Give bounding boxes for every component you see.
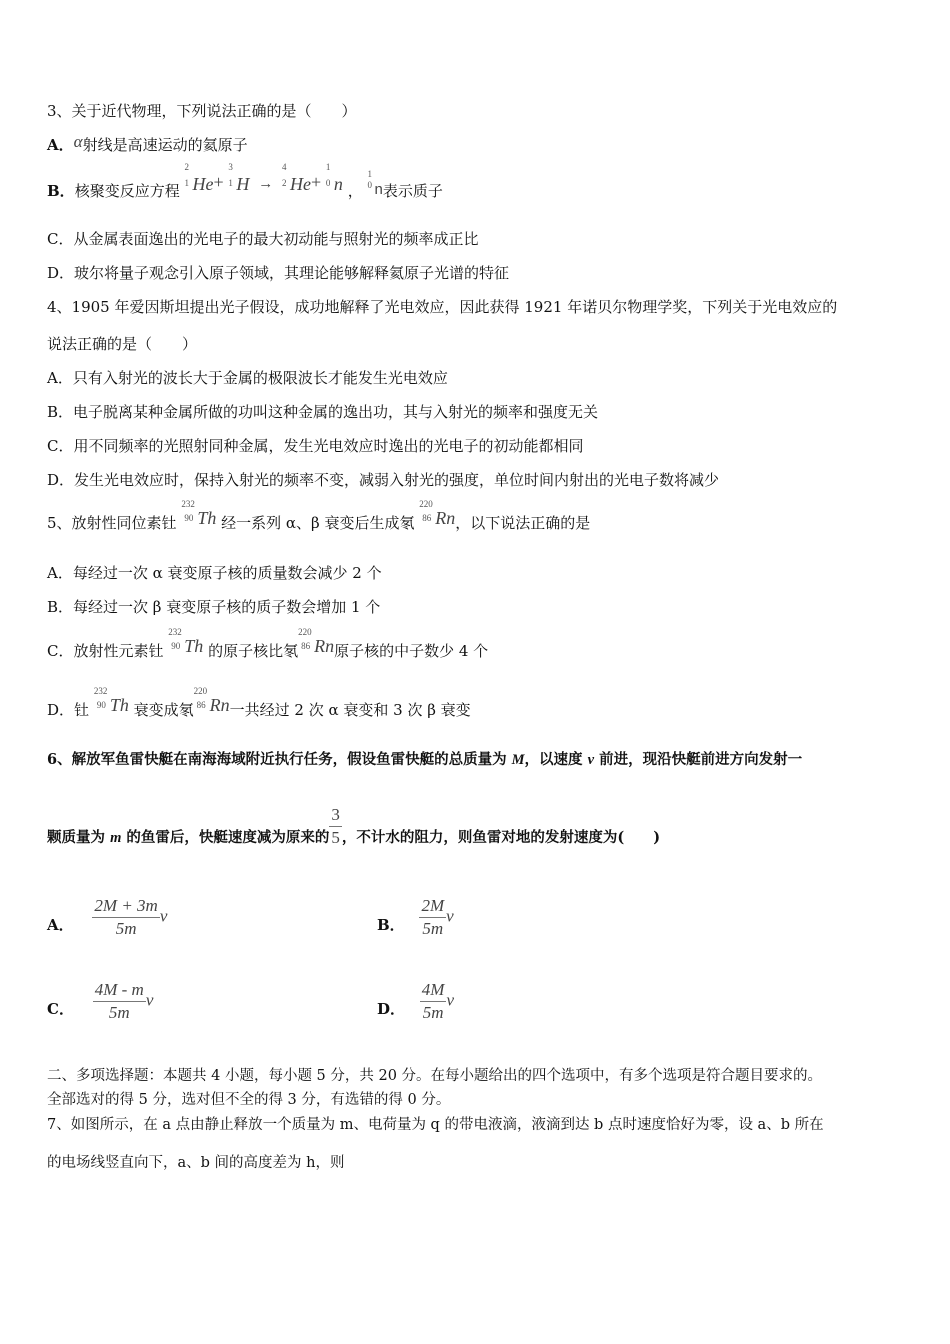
q6-var-M: M — [511, 752, 525, 768]
fraction-denominator: 5m — [422, 919, 444, 938]
option-label: A． — [47, 915, 74, 934]
alpha-symbol: α — [73, 132, 83, 151]
fraction-denominator: 5 — [331, 827, 340, 847]
section2-heading-line2: 全部选对的得 5 分，选对但不全的得 3 分，有选错的得 0 分。 — [47, 1092, 451, 1108]
q5-stem — [47, 498, 591, 540]
charge-number: 2 — [281, 177, 287, 188]
q7-stem-line2: 的电场线竖直向下，a、b 间的高度差为 h，则 — [47, 1155, 345, 1171]
q5-stem-suffix: ，以下说法正确的是 — [455, 514, 591, 532]
q3-option-a — [47, 132, 248, 155]
nuclide-rn220 — [419, 498, 456, 534]
q6-option-a — [47, 895, 167, 940]
nuclide-n-standalone — [367, 168, 383, 207]
q5-option-c — [47, 626, 489, 668]
mass-number: 232 — [181, 498, 195, 509]
mass-number: 220 — [298, 626, 312, 637]
fraction-numerator: 4M - m — [93, 979, 146, 1002]
q3-a-label: A． — [47, 136, 74, 154]
mass-number: 2 — [184, 161, 189, 172]
q5-option-b: B．每经过一次 β 衰变原子核的质子数会增加 1 个 — [47, 598, 381, 616]
q5-d-suffix: 一共经过 2 次 α 衰变和 3 次 β 衰变 — [229, 701, 471, 719]
charge-number: 0 — [325, 177, 331, 188]
q3-b-suffix: 表示质子 — [382, 182, 443, 200]
q4-option-b: B．电子脱离某种金属所做的功叫这种金属的逸出功，其与入射光的频率和强度无关 — [47, 403, 599, 421]
element-symbol: He — [289, 173, 311, 194]
q6-text: ，不计水的阻力，则鱼雷对地的发射速度为( ) — [341, 829, 661, 846]
q6-stem-line1 — [47, 750, 802, 770]
fraction-numerator: 4M — [420, 979, 447, 1002]
fusion-equation — [184, 161, 343, 202]
element-symbol: Rn — [435, 507, 456, 528]
nuclide-th232 — [168, 626, 204, 662]
section2-heading-line1: 二、多项选择题：本题共 4 小题，每小题 5 分，共 20 分。在每小题给出的四个选项中，有多个选项是符合题目要求的。 — [47, 1068, 823, 1084]
element-symbol: n — [333, 173, 343, 194]
q5-stem-mid: 经一系列 α、β 衰变后生成氡 — [221, 514, 415, 532]
q4-option-d: D．发生光电效应时，保持入射光的频率不变，减弱入射光的强度，单位时间内射出的光电子数将减少 — [47, 471, 720, 489]
option-fraction — [420, 979, 447, 1024]
element-symbol: Rn — [314, 635, 335, 656]
mass-number: 3 — [228, 161, 233, 172]
charge-number: 1 — [228, 177, 233, 188]
element-symbol: Rn — [209, 694, 230, 715]
q3-option-b — [47, 161, 443, 210]
charge-number: 86 — [301, 640, 311, 651]
q6-text: ，以速度 — [524, 751, 588, 768]
arrow-symbol: → — [258, 176, 274, 192]
q6-option-c — [47, 979, 153, 1024]
element-symbol: H — [236, 173, 250, 194]
q3-b-prefix: 核聚变反应方程 — [74, 182, 180, 200]
velocity-symbol: v — [159, 906, 168, 926]
q4-stem-line2: 说法正确的是（ ） — [47, 335, 198, 353]
q6-option-d — [377, 979, 454, 1024]
q3-b-label: B． — [47, 182, 75, 200]
q3-stem: 3、关于近代物理，下列说法正确的是（ ） — [47, 102, 357, 120]
q5-c-prefix: C．放射性元素钍 — [47, 642, 164, 660]
element-symbol: Th — [197, 507, 217, 528]
q5-d-prefix: D．钍 — [47, 701, 90, 719]
q5-d-mid: 衰变成氡 — [133, 701, 194, 719]
mass-number: 232 — [168, 626, 182, 637]
q7-stem-line1: 7、如图所示，在 a 点由静止释放一个质量为 m、电荷量为 q 的带电液滴，液滴到达 b 点时速度恰好为零，设 a、b 所在 — [47, 1117, 824, 1133]
element-symbol: Th — [184, 635, 204, 656]
nuclide-th232 — [181, 498, 217, 534]
q5-option-d — [47, 685, 471, 727]
option-label: C． — [47, 999, 74, 1018]
q6-text: 的鱼雷后，快艇速度减为原来的 — [121, 829, 330, 846]
charge-number: 90 — [96, 699, 106, 710]
mass-number: 4 — [281, 161, 287, 172]
element-symbol: Th — [109, 694, 129, 715]
option-fraction — [92, 895, 159, 940]
charge-number: 90 — [171, 640, 181, 651]
nuclide-h3 — [228, 161, 250, 202]
fraction-three-fifths — [329, 804, 342, 849]
q6-text: 前进，现沿快艇前进方向发射一 — [594, 751, 803, 768]
nuclide-he2 — [184, 161, 214, 202]
fraction-denominator: 5m — [115, 919, 137, 938]
q6-stem-line2 — [47, 804, 661, 868]
q5-option-a: A．每经过一次 α 衰变原子核的质量数会减少 2 个 — [47, 564, 382, 582]
plus-sign: + — [213, 172, 224, 192]
mass-number: 220 — [419, 498, 433, 509]
nuclide-rn220 — [193, 685, 230, 721]
q3-option-d: D．玻尔将量子观念引入原子领域，其理论能够解释氦原子光谱的特征 — [47, 264, 510, 282]
q5-c-suffix: 原子核的中子数少 4 个 — [334, 642, 489, 660]
option-label: B． — [377, 915, 405, 934]
plus-sign: + — [310, 172, 322, 192]
charge-number: 86 — [196, 699, 206, 710]
q4-stem-line1: 4、1905 年爱因斯坦提出光子假设，成功地解释了光电效应，因此获得 1921 年诺贝尔物理学奖，下列关于光电效应的 — [47, 298, 838, 316]
fraction-numerator: 3 — [329, 804, 342, 827]
q5-stem-prefix: 5、放射性同位素钍 — [47, 514, 177, 532]
q3-option-c: C．从金属表面逸出的光电子的最大初动能与照射光的频率成正比 — [47, 230, 479, 248]
nuclide-th232 — [93, 685, 129, 721]
velocity-symbol: v — [446, 990, 455, 1010]
option-fraction — [419, 895, 446, 940]
fraction-numerator: 2M — [419, 895, 446, 918]
element-symbol: He — [192, 173, 214, 194]
mass-number: 1 — [325, 161, 331, 172]
charge-number: 1 — [184, 177, 189, 188]
fraction-numerator: 2M + 3m — [92, 895, 159, 918]
option-fraction — [93, 979, 146, 1024]
q3-b-comma: ， — [347, 182, 363, 200]
charge-number: 0 — [367, 179, 372, 190]
nuclide-n — [325, 161, 343, 202]
q3-a-text: 射线是高速运动的氦原子 — [82, 136, 248, 154]
option-label: D． — [377, 999, 406, 1018]
q4-option-c: C．用不同频率的光照射同种金属，发生光电效应时逸出的光电子的初动能都相同 — [47, 437, 584, 455]
element-symbol: n — [374, 180, 383, 198]
mass-number: 1 — [367, 168, 372, 179]
mass-number: 220 — [193, 685, 208, 696]
charge-number: 90 — [184, 512, 194, 523]
mass-number: 232 — [93, 685, 108, 696]
q6-var-m: m — [110, 830, 122, 846]
nuclide-he4 — [281, 161, 311, 202]
velocity-symbol: v — [145, 990, 154, 1010]
q6-option-b — [377, 895, 454, 940]
fraction-denominator: 5m — [108, 1003, 130, 1022]
nuclide-rn220 — [298, 626, 335, 662]
charge-number: 86 — [422, 512, 432, 523]
q6-text: 颗质量为 — [47, 829, 111, 846]
q6-text: 6、解放军鱼雷快艇在南海海域附近执行任务，假设鱼雷快艇的总质量为 — [47, 751, 512, 768]
velocity-symbol: v — [446, 906, 454, 926]
q5-c-mid: 的原子核比氡 — [208, 642, 299, 660]
q4-option-a: A．只有入射光的波长大于金属的极限波长才能发生光电效应 — [47, 369, 448, 387]
fraction-denominator: 5m — [422, 1003, 444, 1022]
q6-var-v: v — [587, 752, 595, 768]
